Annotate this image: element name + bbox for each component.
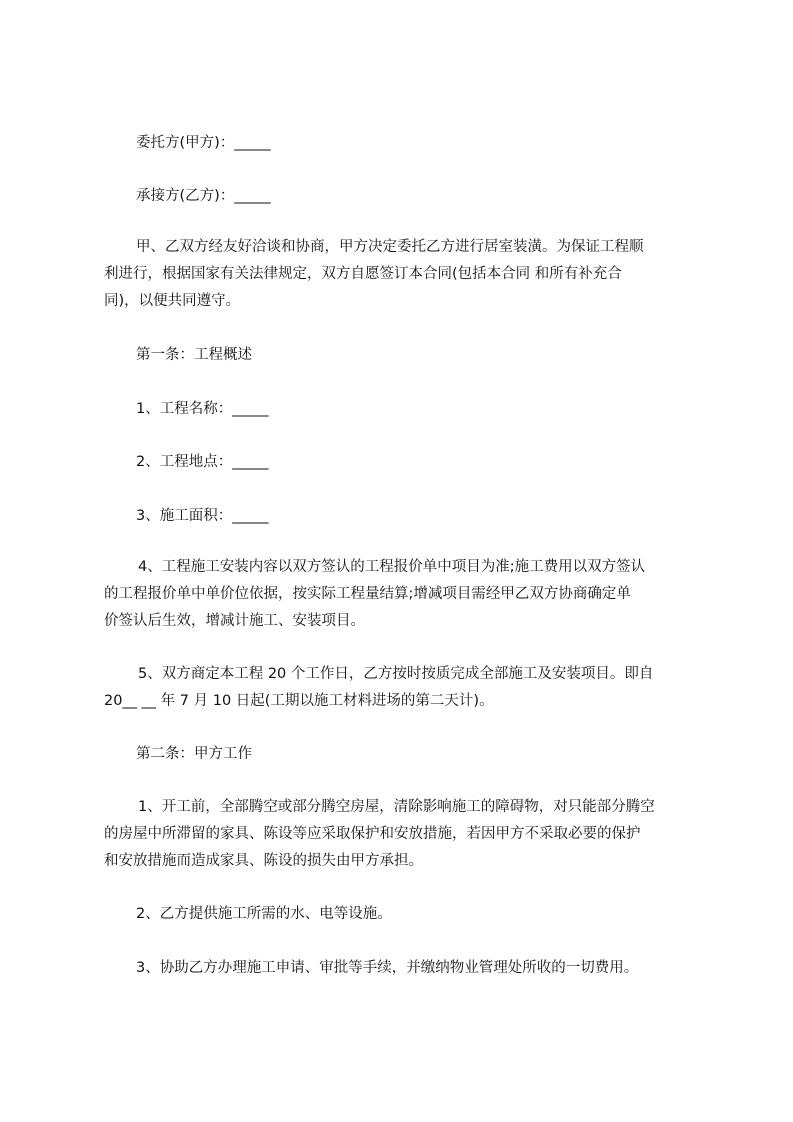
- article2-title: 第二条：甲方工作: [136, 746, 252, 762]
- article2-item1-line-1: 1、开工前，全部腾空或部分腾空房屋，清除影响施工的障碍物，对只能部分腾空: [138, 799, 655, 815]
- party-b-line: 承接方(乙方)：_____: [136, 188, 271, 204]
- article1-item4-line-2: 的工程报价单中单价位依据，按实际工程量结算;增减项目需经甲乙双方协商确定单: [104, 586, 631, 602]
- article1-item1: 1、工程名称：_____: [136, 401, 269, 417]
- intro-line-3: 同)，以便共同遵守。: [104, 293, 241, 309]
- article2-item2: 2、乙方提供施工所需的水、电等设施。: [136, 906, 392, 922]
- article1-item5-line-2: 20__ __ 年 7 月 10 日起(工期以施工材料进场的第二天计)。: [104, 693, 494, 709]
- article2-item3: 3、协助乙方办理施工申请、审批等手续，并缴纳物业管理处所收的一切费用。: [136, 960, 639, 976]
- article2-item1-line-2: 的房屋中所滞留的家具、陈设等应采取保护和安放措施，若因甲方不采取必要的保护: [104, 826, 641, 842]
- article1-item4-line-3: 价签认后生效，增减计施工、安装项目。: [104, 613, 365, 629]
- article2-item1-line-3: 和安放措施而造成家具、陈设的损失由甲方承担。: [104, 853, 423, 869]
- article1-item5-line-1: 5、双方商定本工程 20 个工作日，乙方按时按质完成全部施工及安装项目。即自: [138, 666, 654, 682]
- article1-item2: 2、工程地点：_____: [136, 454, 269, 470]
- article1-item3: 3、施工面积：_____: [136, 508, 269, 524]
- article1-item4-line-1: 4、工程施工安装内容以双方签认的工程报价单中项目为准;施工费用以双方签认: [138, 559, 646, 575]
- intro-line-2: 利进行，根据国家有关法律规定，双方自愿签订本合同(包括本合同 和所有补充合: [104, 266, 622, 282]
- intro-line-1: 甲、乙双方经友好洽谈和协商，甲方决定委托乙方进行居室装潢。为保证工程顺: [136, 239, 644, 255]
- article1-title: 第一条：工程概述: [136, 347, 252, 363]
- party-a-line: 委托方(甲方)：_____: [136, 135, 271, 151]
